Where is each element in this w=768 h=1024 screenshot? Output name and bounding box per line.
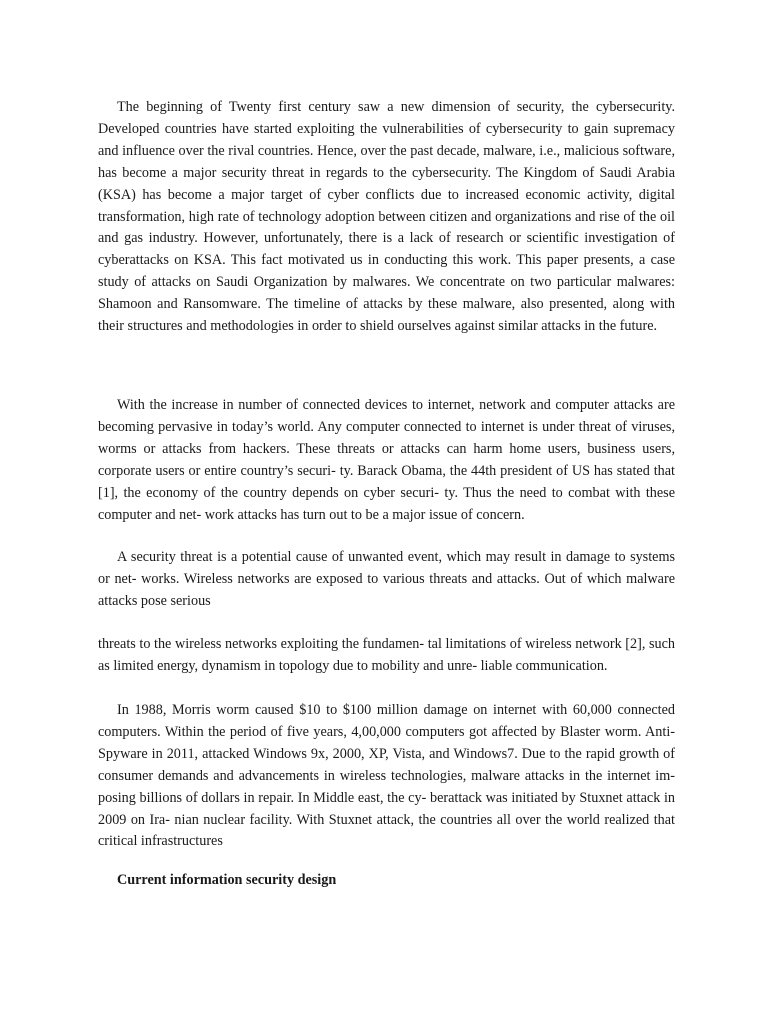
threat-continued-paragraph: threats to the wireless networks exploiting the fundamen- tal limitations of wireless network [2], such as limited energy, dynamism in topology due to mobility and unre- liable communication. [98, 636, 675, 674]
abstract-paragraph: The beginning of Twenty first century saw a new dimension of security, the cybersecurity. Developed countries have started exploiting the vulnerabilities of cybersecurity to gain supremacy and influence over the rival countries. Hence, over the past decade, malware, i.e., malicious software, has become a major security threat in regards to the cybersecurity. The Kingdom of Saudi Arabia (KSA) has become a major target of cyber conflicts due to increased economic activity, digital transformation, high rate of technology adoption between citizen and organizations and rise of the oil and gas industry. However, unfortunately, there is a lack of research or scientific investigation of cyberattacks on KSA. This fact motivated us in conducting this work. This paper presents, a case study of attacks on Saudi Organization by malwares. We concentrate on two particular malwares: Shamoon and Ransomware. The timeline of attacks by these malware, also presented, along with their structures and methodologies in order to shield ourselves against similar attacks in the future. [98, 99, 675, 335]
threat-paragraph: A security threat is a potential cause of unwanted event, which may result in damage to systems or net- works. Wireless networks are exposed to various threats and attacks. Out of which malware attacks pose serious [98, 549, 675, 609]
history-paragraph: In 1988, Morris worm caused $10 to $100 million damage on internet with 60,000 connected computers. Within the period of five years, 4,00,000 computers got affected by Blaster worm. Anti-Spyware in 2011, attacked Windows 9x, 2000, XP, Vista, and Windows7. Due to the rapid growth of consumer demands and advancements in wireless technologies, malware attacks in the internet im- posing billions of dollars in repair. In Middle east, the cy- berattack was initiated by Stuxnet attack in 2009 on Ira- nian nuclear facility. With Stuxnet attack, the countries all over the world realized that critical infrastructures [98, 702, 675, 850]
intro-paragraph: With the increase in number of connected devices to internet, network and computer attacks are becoming pervasive in today’s world. Any computer connected to internet is under threat of viruses, worms or attacks from hackers. These threats or attacks can harm home users, business users, corporate users or entire country’s securi- ty. Barack Obama, the 44th president of US has stated that [1], the economy of the country depends on cyber securi- ty. Thus the need to combat with these computer and net- work attacks has turn out to be a major issue of concern. [98, 397, 675, 523]
section-heading: Current information security design [117, 872, 337, 888]
